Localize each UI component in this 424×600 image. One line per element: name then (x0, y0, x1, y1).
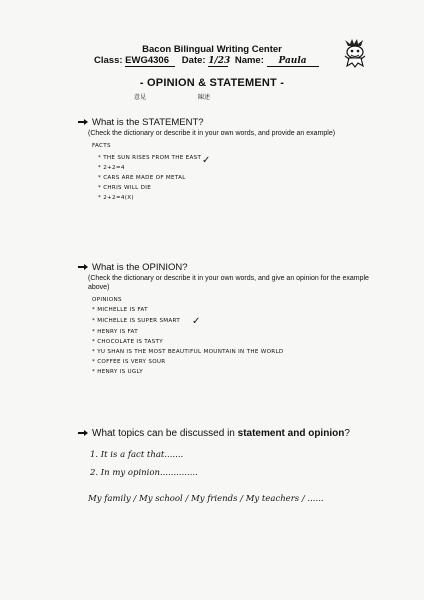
opinion-item: * MICHELLE IS FAT (92, 307, 148, 313)
pointing-hand-icon (78, 263, 89, 271)
fact-item: * CHRIS WILL DIE (98, 185, 152, 191)
title-chinese-right: 陳述 (198, 95, 211, 101)
fact-item: * CARS ARE MADE OF METAL (98, 175, 186, 181)
page-title: - OPINION & STATEMENT - (139, 77, 285, 89)
fact-item: * 2+2=4(X) (98, 195, 134, 201)
opinions-title: OPINIONS (92, 297, 122, 303)
statement-heading (78, 117, 204, 128)
mascot-logo (342, 38, 368, 68)
topic-line-3: My family / My school / My friends / My teachers / ...... (88, 494, 324, 504)
statement-heading-text: What is the STATEMENT? (92, 117, 204, 128)
pointing-hand-icon (78, 429, 89, 437)
topics-heading (78, 428, 350, 439)
topic-line-1: 1. It is a fact that....... (90, 450, 184, 460)
class-value: EWG4306 (125, 55, 175, 67)
name-value: Paula (267, 56, 319, 67)
date-value: 1/23 (208, 56, 231, 66)
date-label: Date: (181, 55, 206, 66)
opinion-item: * HENRY IS UGLY (92, 369, 143, 375)
center-name: Bacon Bilingual Writing Center (142, 44, 282, 55)
opinion-heading (78, 262, 188, 273)
topics-heading-suffix: ? (344, 428, 350, 439)
topics-heading-bold: statement and opinion (237, 428, 345, 439)
opinion-heading-text: What is the OPINION? (92, 262, 188, 273)
name-label: Name: (234, 55, 264, 66)
opinion-item: * MICHELLE IS SUPER SMART (92, 318, 181, 324)
class-date-name-line (94, 55, 319, 67)
title-chinese-left: 意見 (134, 95, 147, 101)
opinion-item: * COFFEE IS VERY SOUR (92, 359, 166, 365)
topic-line-2: 2. In my opinion.............. (90, 468, 198, 478)
statement-check-mark: ✓ (202, 155, 211, 166)
statement-note: (Check the dictionary or describe it in your own words, and provide an example) (88, 130, 336, 137)
opinion-item: * HENRY IS FAT (92, 329, 138, 335)
class-label: Class: (94, 55, 123, 66)
fact-item: * THE SUN RISES FROM THE EAST (98, 155, 202, 161)
topics-heading-prefix: What topics can be discussed in (92, 428, 238, 439)
opinion-note: (Check the dictionary or describe it in your own words, and give an opinion for the example above) (88, 275, 369, 291)
pointing-hand-icon (78, 118, 89, 126)
opinion-item: * CHOCOLATE IS TASTY (92, 339, 163, 345)
facts-title: FACTS (92, 143, 111, 149)
opinion-item: * YU SHAN IS THE MOST BEAUTIFUL MOUNTAIN IN THE WORLD (92, 349, 284, 355)
fact-item: * 2+2=4 (98, 165, 125, 171)
opinion-check-mark: ✓ (192, 316, 201, 327)
